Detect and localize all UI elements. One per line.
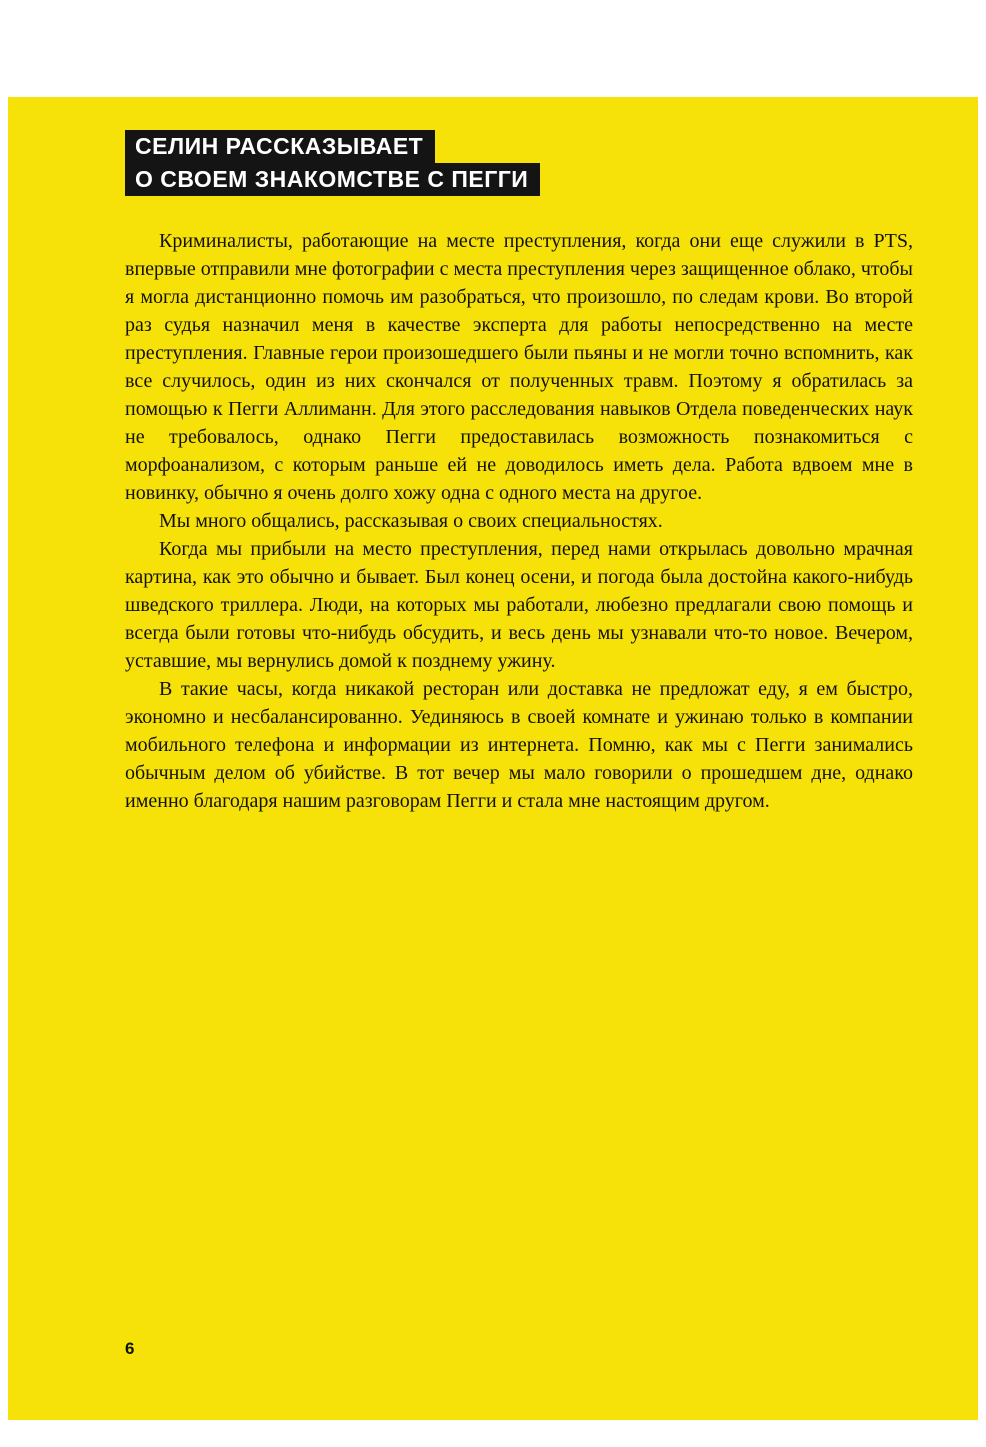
paragraph-1: Криминалисты, работающие на месте преступления, когда они еще служили в PTS, впервые отправили мне фотографии с места преступления через защищенное облако, чтобы я могла дистанционно помочь им разобраться, что произошло, по следам крови. Во второй раз судья назначил меня в качестве эксперта для работы непосредственно на месте преступления. Главные герои произошедшего были пьяны и не могли точно вспомнить, как все случилось, один из них скончался от полученных травм. Поэтому я обратилась за помощью к Пегги Аллиманн. Для этого расследования навыков Отдела поведенческих наук не требовалось, однако Пегги предоставилась возможность познакомиться с морфоанализом, с которым раньше ей не доводилось иметь дела. Работа вдвоем мне в новинку, обычно я очень долго хожу одна с одного места на другое. <box>125 230 913 504</box>
body-text <box>125 227 913 815</box>
chapter-heading-line1: СЕЛИН РАССКАЗЫВАЕТ <box>125 130 435 163</box>
chapter-heading <box>125 130 540 196</box>
chapter-heading-line2: О СВОЕМ ЗНАКОМСТВЕ С ПЕГГИ <box>125 163 540 196</box>
book-page <box>8 97 978 1420</box>
paragraph-4: В такие часы, когда никакой ресторан или доставка не предложат еду, я ем быстро, экономно и несбалансированно. Уединяюсь в своей комнате и ужинаю только в компании мобильного телефона и информации из интернета. Помню, как мы с Пегги занимались обычным делом об убийстве. В тот вечер мы мало говорили о прошедшем дне, однако именно благодаря нашим разговорам Пегги и стала мне настоящим другом. <box>125 678 913 812</box>
paragraph-2: Мы много общались, рассказывая о своих специальностях. <box>159 510 663 532</box>
page-number: 6 <box>125 1339 135 1358</box>
paragraph-3: Когда мы прибыли на место преступления, перед нами открылась довольно мрачная картина, как это обычно и бывает. Был конец осени, и погода была достойна какого-нибудь шведского триллера. Люди, на которых мы работали, любезно предлагали свою помощь и всегда были готовы что-нибудь обсудить, и весь день мы узнавали что-то новое. Вечером, уставшие, мы вернулись домой к позднему ужину. <box>125 538 913 672</box>
